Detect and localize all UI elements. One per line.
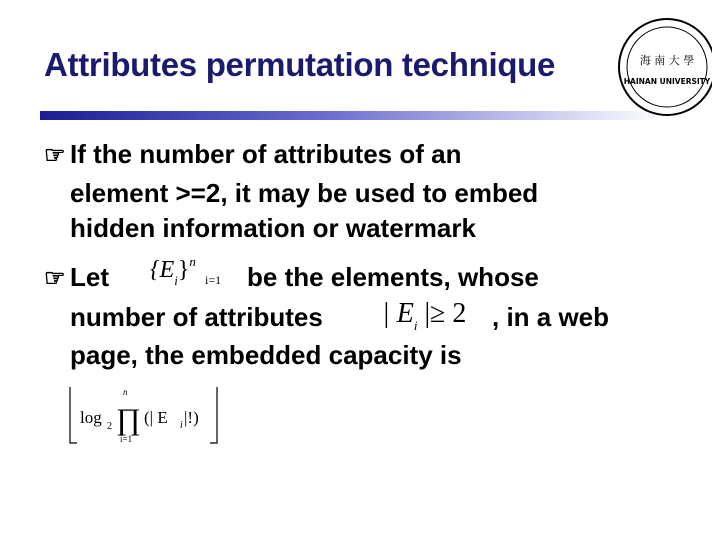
prod-body xyxy=(144,408,168,427)
set-sup: n xyxy=(189,254,196,269)
bullet-1-line-1 xyxy=(44,141,461,168)
prod-body-sub: i xyxy=(180,420,183,431)
prod-upper: n xyxy=(123,387,128,397)
cond-sub: i xyxy=(413,318,418,333)
logo-text: HAINAN UNIVERSITY xyxy=(623,77,711,86)
log-label: log xyxy=(80,408,102,427)
bullet-2-line-2-start: number of attributes xyxy=(70,302,323,332)
bullet-1-text-1: If the number of attributes of an xyxy=(70,139,462,169)
title-underline xyxy=(40,111,665,120)
bullet-2-let: Let xyxy=(70,262,109,292)
floor-bracket-left xyxy=(70,387,77,443)
bullet-2-line-1-start xyxy=(44,264,109,291)
bullet-1-line-3: hidden information or watermark xyxy=(70,213,476,243)
prod-body-close: |!) xyxy=(184,408,199,427)
bullet-2-line-3: page, the embedded capacity is xyxy=(70,340,462,370)
pointing-hand-icon: ☞ xyxy=(44,265,66,292)
log-base: 2 xyxy=(107,421,112,432)
set-sub: i xyxy=(174,273,178,288)
attribute-condition xyxy=(382,298,467,333)
cond-right: |≥ 2 xyxy=(417,298,467,329)
bullet-2-line-1-end: be the elements, whose xyxy=(247,262,539,292)
university-logo xyxy=(612,12,712,122)
logo-chars: 海 南 大 學 xyxy=(639,54,695,67)
capacity-formula xyxy=(62,385,227,447)
set-lower-index: i=1 xyxy=(205,273,222,287)
product-symbol: ∏ xyxy=(116,403,141,436)
slide-title: Attributes permutation technique xyxy=(44,46,556,83)
set-notation xyxy=(150,254,196,288)
pointing-hand-icon: ☞ xyxy=(44,142,66,169)
set-symbol: {E xyxy=(150,257,175,283)
floor-bracket-right xyxy=(210,387,217,443)
bullet-1-line-2: element >=2, it may be used to embed xyxy=(70,178,539,208)
bullet-2-line-2-end: , in a web xyxy=(492,302,610,332)
prod-body-main: (| E xyxy=(144,408,168,427)
set-close: } xyxy=(177,257,190,283)
cond-left: | E xyxy=(382,298,414,329)
prod-lower: i=1 xyxy=(120,434,133,444)
